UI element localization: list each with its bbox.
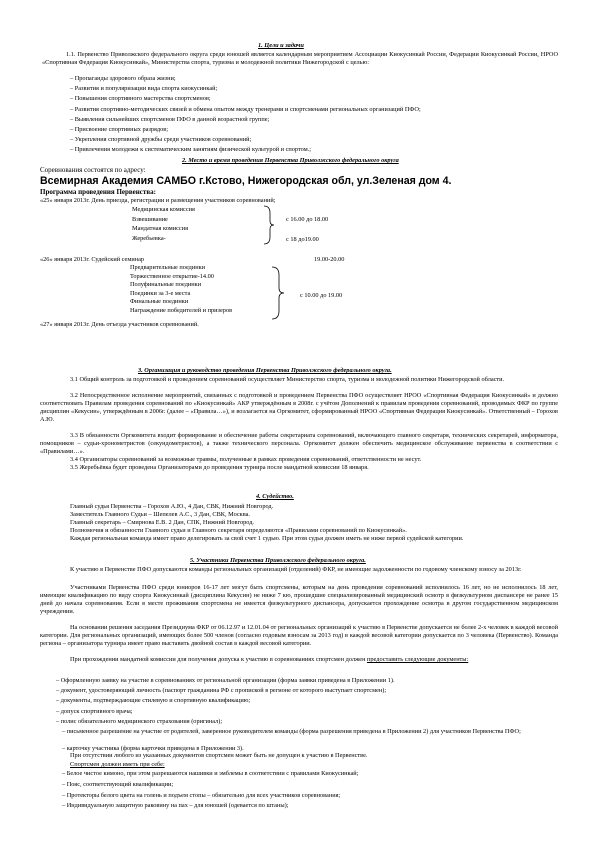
document-item: – документы, подтверждающие стилевую и спортивную квалификацию; bbox=[56, 697, 251, 704]
document-item: – письменное разрешение на участие от родителей, заверенное руководителем команды (форма разрешения приведена в Приложении 2) для участников Первенства ПФО; bbox=[62, 728, 521, 735]
section-3-p1: 3.1 Общий контроль за подготовкой и проведением соревнований осуществляет Министерство спорта, туризма и молодежной политики Нижегородской области. bbox=[70, 376, 505, 383]
section-1-title: 1. Цели и задачи bbox=[258, 42, 304, 49]
address-label: Соревнования состоятся по адресу: bbox=[40, 166, 146, 174]
section-5-p5: При отсутствии любого из указанных документов спортсмен может быть не допущен к участию в Первенстве. bbox=[70, 752, 368, 759]
document-item: – Оформленную заявку на участие в соревнованиях от региональной организации (форма заявки приведена в Приложении 1). bbox=[56, 677, 395, 684]
list-item: – Белое чистое кимоно, при этом разрешаются нашивки и эмблемы в соответствии с правилами Киокусинкай; bbox=[62, 770, 359, 777]
day2-seminar-time: 19.00-20.00 bbox=[314, 256, 345, 263]
document-item: – карточку участника (форма карточки приведена в Приложении 3). bbox=[62, 745, 244, 752]
section-3-p5: 3.5 Жеребьёвка будет проведена Организаторами до проведения турнира после мандатной комиссии 18 января. bbox=[70, 464, 369, 471]
section-1-intro: 1.1. Первенство Приволжского федерального округа среди юношей является календарным мероприятием Ассоциации Киокусинкай России, Федерации Киокусинкай России, НРОО «Спортивная Федерация Киокусинкай», Министерства спорта, туризма и молодежной политики Нижегородской с целью: bbox=[42, 51, 558, 66]
document-item: – документ, удостоверяющий личность (паспорт гражданина РФ с пропиской в регионе от которого выступает спортсмен); bbox=[56, 687, 387, 694]
section-2-title: 2. Место и время проведения Первенства Приволжского федерального округа bbox=[182, 157, 399, 164]
section-5-p2: Участниками Первенства ПФО среди юниоров 16-17 лет могут быть спортсмены, которым на день проведения соревнований исполнилось 16 лет, но не исполнилось 18 лет, имеющие квалификацию по виду спорта Киокусинкай (дисциплина Кекусин) не ниже 7 кю, прошедшие специализированный медицинский осмотр в физкультурном диспансере не ранее 15 дней до начала соревнования. Если в месте проживания спортсмена не имеется физкультурного диспансера, допускается прохождение осмотра в другом государственном медицинском учреждении. bbox=[40, 584, 558, 615]
section-3-p3: 3.3 В обязанности Оргкомитета входит формирование и обеспечение работы секретариата соревнований, включающего главного секретаря, технических секретарей, информатора, помощников – судьи-хронометристов (секундометристов), а также технического персонала. Оргкомитет должен обеспечить медицинское обслуживание первенства в соответствии с «Правилами…». bbox=[40, 432, 558, 455]
section-5-title: 5. Участники Первенства Приволжского федерального округа. bbox=[190, 557, 366, 564]
list-item: – Повышения спортивного мастерства спортсменов; bbox=[70, 95, 211, 103]
documents-required: предоставить следующие документы: bbox=[367, 656, 469, 663]
program-label: Программа проведения Первенства: bbox=[40, 188, 156, 196]
section-5-p4 bbox=[40, 656, 558, 664]
section-5-p3: На основании решения заседания Президиума ФКР от 06.12.97 и 12.01.04 от региональных организаций к участию в Первенстве допускается не более 2-х человек в каждой весовой категории. Для региональных организаций, имеющих более 500 членов (согласно годовым взносам за 2013 год) в каждой весовой категории допускается по 3 человека (Первенство). Команда региона – организатора турнира имеет право выставить двойной состав в каждой весовой категории. bbox=[40, 624, 558, 647]
list-item: – Развития и популяризации вида спорта киокусинкай; bbox=[70, 85, 218, 93]
section-3-title: 3. Организация и руководство проведения Первенства Приволжского федерального округа. bbox=[138, 367, 392, 374]
schedule-item: Торжественное открытие-14.00 bbox=[130, 272, 214, 280]
day2-brace bbox=[270, 266, 286, 320]
section-4-judges: Каждая региональная команда имеет право делегировать за свой счет 1 судью. При этом судья должен иметь не ниже первой судейской категории. bbox=[70, 535, 464, 542]
day1-time-2: с 18 до19.00 bbox=[286, 236, 319, 243]
section-3-p2: 3.2 Непосредственное исполнение мероприятий, связанных с подготовкой и проведением Первенства ПФО осуществляет НРОО «Спортивная Федерация Киокусинкай» и должно соответствовать Правилам проведения соревнований по «Киокусинкай» АКР утверждённым в 2008г. с учётом Дополнений к правилам проведения соревнований, проводимых ФКР по группе дисциплин «Кекусин», утверждённым в 2006г. (далее – «Правила…»), и возлагается на Оргкомитет, сформированный НРОО «Спортивная Федерация Киокусинкай». Ответственный – Горохов А.Ю. bbox=[40, 392, 558, 423]
day1-brace bbox=[262, 205, 276, 245]
document-item: – полис обязательного медицинского страхования (оригинал); bbox=[56, 718, 223, 725]
chief-secretary: Главный секретарь – Смирнова Е.В. 2 Дан, СПК, Нижний Новгород. bbox=[70, 519, 254, 526]
schedule-item: Взвешивание bbox=[132, 215, 168, 223]
document-item: – допуск спортивного врача; bbox=[56, 708, 133, 715]
deputy-judge: Заместитель Главного Судьи – Шепелев А.С., 3 Дан, СВК, Москва. bbox=[70, 511, 250, 518]
address: Всемирная Академия САМБО г.Кстово, Нижегородская обл, ул.Зеленая дом 4. bbox=[40, 175, 452, 187]
section-5-p4-text: При прохождении мандатной комиссии для получения допуска к участию в соревнованиях спортсмен должен bbox=[70, 656, 368, 663]
schedule-item: Предварительные поединки bbox=[130, 264, 206, 271]
list-item: – Выявления сильнейших спортсменов ПФО в данной возрастной группе; bbox=[70, 115, 270, 123]
list-item: – Протекторы белого цвета на голень и подъем стопы – обязательно для всех участников соревнования; bbox=[62, 791, 341, 799]
schedule-item: Мандатная комиссия bbox=[132, 225, 188, 232]
list-item: – Присвоение спортивных разрядов; bbox=[70, 126, 168, 133]
schedule-item: Награждение победителей и призеров bbox=[130, 307, 233, 314]
schedule-item: Жеребьевка- bbox=[132, 234, 166, 242]
list-item: – Развития спортивно-методических связей и обмена опытом между тренерами и спортсменами региональных организаций ПФО; bbox=[70, 105, 421, 113]
schedule-item: Полуфинальные поединки bbox=[130, 281, 202, 289]
schedule-item: Поединки за 3-е места bbox=[130, 289, 191, 297]
list-item: – Пропаганды здорового образа жизни; bbox=[70, 75, 176, 82]
section-4-powers: Полномочия и обязанности Главного судьи и Главного секретаря определяются «Правилами соревнований по Киокусинкай». bbox=[70, 527, 407, 534]
day2-line: «26» января 2013г. Судейский семинар bbox=[40, 256, 145, 263]
day3-line: «27» января 2013г. День отъезда участников соревнований. bbox=[40, 321, 199, 328]
section-4-title: 4. Судейство. bbox=[256, 493, 294, 500]
chief-judge: Главный судья Первенства – Горохов А.Ю., 4 Дан, СВК, Нижний Новгород. bbox=[70, 503, 274, 510]
list-item: – Укрепления спортивной дружбы среди участников соревнований; bbox=[70, 136, 252, 144]
section-3-p4: 3.4 Организаторы соревнований за возможные травмы, полученные в рамках проведения соревнований, ответственности не несут. bbox=[70, 456, 422, 463]
list-item: – Привлечения молодежи к систематическим занятиям физической культурой и спортом.; bbox=[70, 146, 311, 154]
list-item: – Пояс, соответствующий квалификации; bbox=[62, 780, 174, 788]
day1-time-1: с 16.00 до 18.00 bbox=[286, 216, 329, 223]
section-5-p1: К участию в Первенстве ПФО допускаются команды региональных организаций (отделений) ФКР, не имеющие задолженности по годовому членскому взносу за 2013г. bbox=[70, 566, 522, 573]
day2-time: с 10.00 до 19.00 bbox=[300, 292, 343, 299]
must-have-label: Спортсмен должен иметь при себе: bbox=[70, 761, 165, 768]
schedule-item: Финальные поединки bbox=[130, 298, 189, 306]
schedule-item: Медицинская комиссия bbox=[132, 206, 195, 213]
list-item: – Индивидуальную защитную раковину на пах – для юношей (одевается по штаны); bbox=[62, 802, 289, 810]
day1-line: «25» января 2013г. День приезда, регистрации и размещения участников соревнований; bbox=[40, 197, 276, 204]
